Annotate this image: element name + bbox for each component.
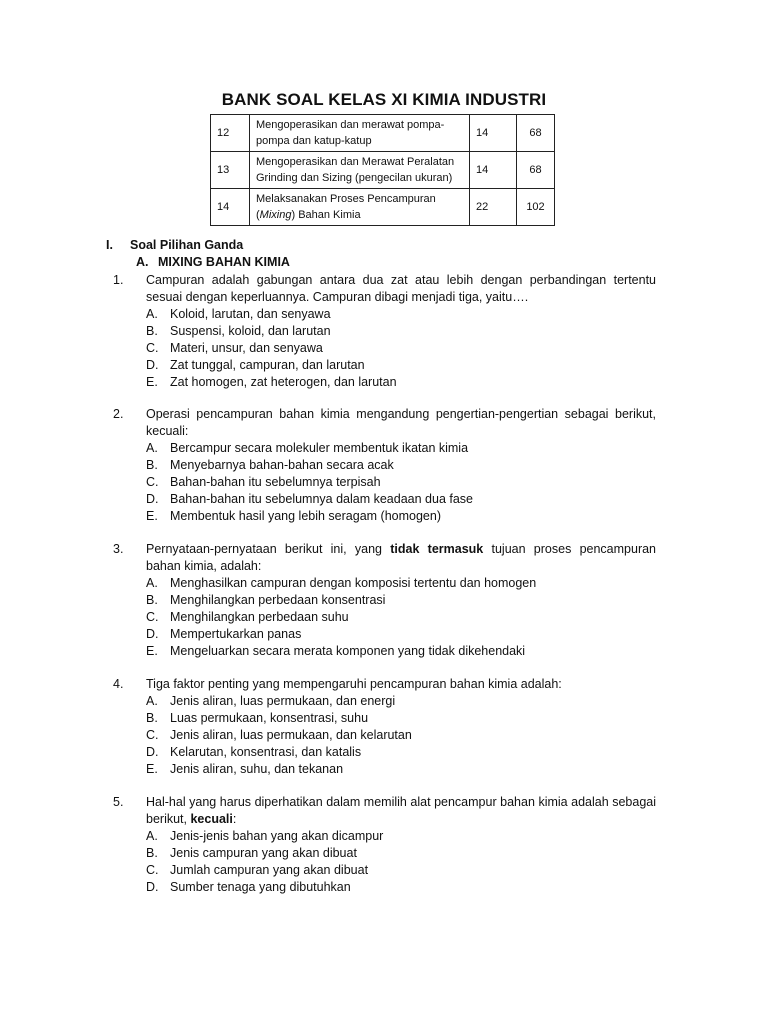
question-1: [113, 272, 656, 391]
option-text: Menyebarnya bahan-bahan secara acak: [170, 458, 394, 472]
option-letter: B.: [146, 846, 158, 860]
section-numeral: I.: [106, 238, 113, 252]
option-text: Jenis aliran, luas permukaan, dan energi: [170, 694, 396, 708]
option-letter: D.: [146, 880, 159, 894]
description-text: Melaksanakan Proses Pencampuran (: [256, 193, 436, 221]
question-5: [113, 794, 656, 896]
row-number: 12: [211, 115, 250, 152]
section-heading: [106, 238, 243, 252]
subsection-letter: A.: [136, 255, 149, 269]
description-text: ) Bahan Kimia: [291, 209, 361, 221]
option-text: Menghasilkan campuran dengan komposisi tertentu dan homogen: [170, 576, 537, 590]
option-item: [146, 643, 656, 660]
question-text: [146, 794, 656, 828]
option-letter: A.: [146, 694, 158, 708]
option-item: [146, 491, 656, 508]
option-letter: E.: [146, 375, 158, 389]
question-text-part: :: [232, 812, 237, 826]
option-text: Bahan-bahan itu sebelumnya dalam keadaan dua fase: [170, 492, 473, 506]
option-letter: D.: [146, 745, 159, 759]
option-item: [146, 862, 656, 879]
option-item: [146, 340, 656, 357]
options-list: [146, 693, 656, 778]
question-text: Campuran adalah gabungan antara dua zat atau lebih dengan perbandingan tertentu sesuai dengan keperluannya. Campuran dibagi menjadi tiga, yaitu….: [146, 273, 656, 304]
option-letter: C.: [146, 728, 159, 742]
question-number: 3.: [113, 542, 124, 556]
option-letter: C.: [146, 610, 159, 624]
option-text: Jenis-jenis bahan yang akan dicampur: [170, 829, 384, 843]
option-item: [146, 727, 656, 744]
hours-value: 22: [470, 189, 517, 226]
option-text: Jenis aliran, suhu, dan tekanan: [170, 762, 344, 776]
options-list: [146, 306, 656, 391]
option-item: [146, 374, 656, 391]
question-text: Operasi pencampuran bahan kimia mengandung pengertian-pengertian sebagai berikut, kecuali:: [146, 407, 656, 438]
question-text: [146, 541, 656, 575]
description-italic: Mixing: [259, 209, 292, 221]
option-item: [146, 592, 656, 609]
option-item: [146, 693, 656, 710]
option-item: [146, 575, 656, 592]
option-text: Luas permukaan, konsentrasi, suhu: [170, 711, 369, 725]
option-text: Sumber tenaga yang dibutuhkan: [170, 880, 351, 894]
subsection-title: MIXING BAHAN KIMIA: [158, 255, 290, 269]
option-text: Menghilangkan perbedaan suhu: [170, 610, 349, 624]
question-emphasis: tidak termasuk: [390, 542, 484, 556]
option-text: Zat tunggal, campuran, dan larutan: [170, 358, 365, 372]
option-letter: C.: [146, 863, 159, 877]
option-letter: A.: [146, 307, 158, 321]
option-text: Mempertukarkan panas: [170, 627, 302, 641]
total-value: 68: [517, 115, 555, 152]
option-item: [146, 508, 656, 525]
total-value: 68: [517, 152, 555, 189]
subsection-heading: [136, 255, 290, 269]
option-letter: C.: [146, 475, 159, 489]
option-letter: B.: [146, 593, 158, 607]
table-row: [211, 152, 555, 189]
question-number: 5.: [113, 795, 124, 809]
option-text: Bercampur secara molekuler membentuk ikatan kimia: [170, 441, 469, 455]
question-number: 1.: [113, 273, 124, 287]
option-text: Bahan-bahan itu sebelumnya terpisah: [170, 475, 381, 489]
option-item: [146, 626, 656, 643]
row-number: 14: [211, 189, 250, 226]
option-item: [146, 845, 656, 862]
option-item: [146, 357, 656, 374]
question-number: 4.: [113, 677, 124, 691]
option-item: [146, 457, 656, 474]
option-letter: E.: [146, 644, 158, 658]
row-number: 13: [211, 152, 250, 189]
options-list: [146, 575, 656, 660]
option-text: Materi, unsur, dan senyawa: [170, 341, 323, 355]
table-row: [211, 115, 555, 152]
option-letter: D.: [146, 627, 159, 641]
competency-description: Mengoperasikan dan merawat pompa-pompa dan katup-katup: [250, 115, 470, 152]
question-text-part: tujuan proses pencampuran bahan kimia, adalah:: [146, 542, 657, 573]
option-letter: D.: [146, 492, 159, 506]
options-list: [146, 828, 656, 896]
option-letter: D.: [146, 358, 159, 372]
section-title: Soal Pilihan Ganda: [130, 238, 244, 252]
hours-value: 14: [470, 115, 517, 152]
option-text: Jenis campuran yang akan dibuat: [170, 846, 357, 860]
option-letter: B.: [146, 458, 158, 472]
option-text: Jenis aliran, luas permukaan, dan kelarutan: [170, 728, 412, 742]
option-item: [146, 440, 656, 457]
option-item: [146, 323, 656, 340]
option-letter: E.: [146, 762, 158, 776]
question-2: [113, 406, 656, 525]
question-4: [113, 676, 656, 778]
option-item: [146, 879, 656, 896]
option-letter: B.: [146, 324, 158, 338]
option-letter: B.: [146, 711, 158, 725]
option-text: Menghilangkan perbedaan konsentrasi: [170, 593, 386, 607]
option-text: Mengeluarkan secara merata komponen yang tidak dikehendaki: [170, 644, 526, 658]
option-letter: C.: [146, 341, 159, 355]
competency-description: Mengoperasikan dan Merawat Peralatan Grinding dan Sizing (pengecilan ukuran): [250, 152, 470, 189]
option-item: [146, 474, 656, 491]
question-text-part: Pernyataan-pernyataan berikut ini, yang: [146, 542, 391, 556]
question-emphasis: kecuali: [190, 812, 233, 826]
option-text: Membentuk hasil yang lebih seragam (homogen): [170, 509, 441, 523]
question-3: [113, 541, 656, 660]
competency-table: [210, 114, 555, 226]
option-letter: E.: [146, 509, 158, 523]
option-text: Kelarutan, konsentrasi, dan katalis: [170, 745, 362, 759]
option-item: [146, 761, 656, 778]
option-text: Jumlah campuran yang akan dibuat: [170, 863, 369, 877]
option-letter: A.: [146, 829, 158, 843]
option-letter: A.: [146, 441, 158, 455]
page-title: BANK SOAL KELAS XI KIMIA INDUSTRI: [221, 90, 547, 109]
option-item: [146, 306, 656, 323]
option-text: Koloid, larutan, dan senyawa: [170, 307, 331, 321]
option-item: [146, 609, 656, 626]
option-letter: A.: [146, 576, 158, 590]
total-value: 102: [517, 189, 555, 226]
table-row: [211, 189, 555, 226]
option-text: Zat homogen, zat heterogen, dan larutan: [170, 375, 397, 389]
options-list: [146, 440, 656, 525]
competency-description: [250, 189, 470, 226]
question-text: Tiga faktor penting yang mempengaruhi pencampuran bahan kimia adalah:: [146, 677, 562, 691]
question-number: 2.: [113, 407, 124, 421]
question-text-part: Hal-hal yang harus diperhatikan dalam memilih alat pencampur bahan kimia adalah sebagai berikut,: [146, 795, 656, 826]
option-item: [146, 710, 656, 727]
option-item: [146, 828, 656, 845]
option-text: Suspensi, koloid, dan larutan: [170, 324, 331, 338]
hours-value: 14: [470, 152, 517, 189]
option-item: [146, 744, 656, 761]
